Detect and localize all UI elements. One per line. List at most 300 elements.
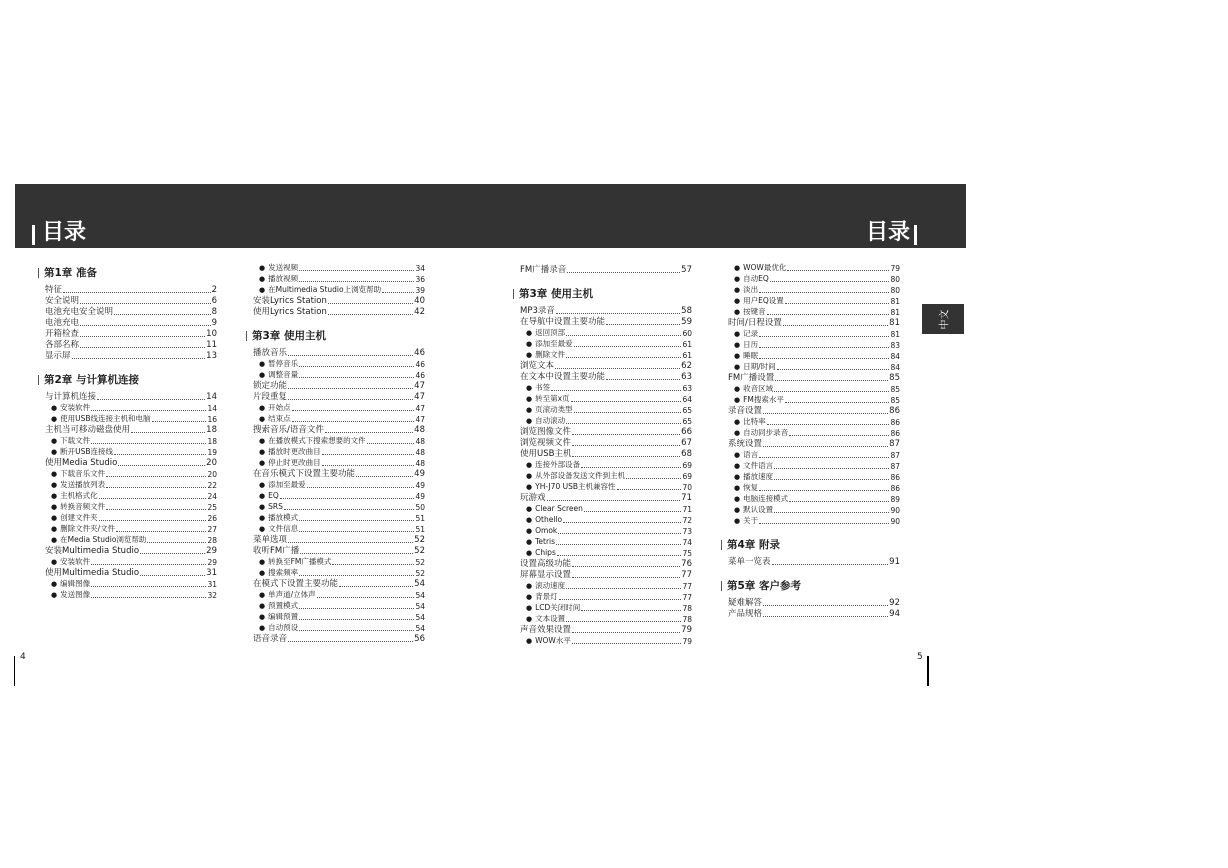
entry-label: ● 发送图像 xyxy=(51,589,90,601)
page-number: 20 xyxy=(207,470,217,479)
dot-leader xyxy=(97,399,205,400)
entry-label: ● 默认设置 xyxy=(734,504,773,516)
page-number: 87 xyxy=(889,439,900,449)
chapter-marker xyxy=(721,540,722,550)
dot-leader xyxy=(325,432,413,433)
page-number: 47 xyxy=(414,381,425,391)
dot-leader xyxy=(785,303,890,304)
dot-leader xyxy=(91,597,206,598)
entry-label: ● 编辑预置 xyxy=(259,611,298,623)
dot-leader xyxy=(759,292,889,293)
dot-leader xyxy=(572,456,680,457)
page-number: 81 xyxy=(889,318,900,328)
page-number: 48 xyxy=(414,425,425,435)
page-number: 92 xyxy=(889,598,900,608)
dot-leader xyxy=(382,292,414,293)
dot-leader xyxy=(280,498,415,499)
dot-leader xyxy=(556,544,681,545)
dot-leader xyxy=(322,465,415,466)
entry-label: 时间/日程设置 xyxy=(728,318,782,328)
dot-leader xyxy=(288,542,413,543)
page-number: 91 xyxy=(889,557,900,567)
margin-line-right xyxy=(927,656,929,686)
entry-label: 安全说明 xyxy=(45,296,80,306)
dot-leader xyxy=(774,479,889,480)
entry-label: 在导航中设置主要功能 xyxy=(520,317,606,327)
entry-label: ● 开始点 xyxy=(259,402,291,414)
page-number: 48 xyxy=(415,459,425,468)
dot-leader xyxy=(106,487,206,488)
page-number: 85 xyxy=(890,385,900,394)
page-number: 84 xyxy=(890,363,900,372)
page-number: 9 xyxy=(211,318,217,328)
entry-label: ● 转换至FM广播模式 xyxy=(259,556,331,568)
entry-label: ● 自动同步录音 xyxy=(734,427,788,439)
dot-leader xyxy=(80,325,211,326)
page-number: 52 xyxy=(414,546,425,556)
entry-label: 浏览视频文件 xyxy=(520,438,572,448)
entry-label: ● 下载文件 xyxy=(51,435,90,447)
dot-leader xyxy=(332,564,414,565)
page-number: 72 xyxy=(682,516,692,525)
dot-leader xyxy=(299,608,414,609)
page-number: 77 xyxy=(682,582,692,591)
page-number: 51 xyxy=(415,525,425,534)
toc-subentry[interactable] xyxy=(253,458,425,469)
toc-entry[interactable] xyxy=(520,306,692,317)
header-band xyxy=(15,184,966,248)
page-number: 83 xyxy=(890,341,900,350)
page-number: 90 xyxy=(890,517,900,526)
entry-label: ● 播放速度 xyxy=(734,471,773,483)
dot-leader xyxy=(91,410,206,411)
page-number: 61 xyxy=(682,351,692,360)
dot-leader xyxy=(763,413,888,414)
entry-label: ● Omok xyxy=(526,525,557,537)
entry-label: ● 恢复 xyxy=(734,482,758,494)
page-number: 89 xyxy=(890,495,900,504)
dot-leader xyxy=(328,303,413,304)
page-number: 46 xyxy=(415,360,425,369)
toc-subentry[interactable] xyxy=(728,362,900,373)
page-number: 54 xyxy=(415,613,425,622)
page-number: 63 xyxy=(681,372,692,382)
page-number: 13 xyxy=(206,351,217,361)
dot-leader xyxy=(80,303,211,304)
page-number: 63 xyxy=(682,384,692,393)
entry-label: ● 睡眠 xyxy=(734,350,758,362)
page-number: 36 xyxy=(415,275,425,284)
dot-leader xyxy=(775,380,888,381)
dot-leader xyxy=(91,443,206,444)
entry-label: ● 转换音频文件 xyxy=(51,501,105,513)
page-number: 80 xyxy=(890,286,900,295)
entry-label: ● WOW最优化 xyxy=(734,262,786,274)
chapter-heading xyxy=(721,537,900,553)
toc-subentry[interactable] xyxy=(45,414,217,425)
entry-label: 菜单选项 xyxy=(253,535,288,545)
dot-leader xyxy=(106,509,206,510)
toc-subentry[interactable] xyxy=(520,636,692,647)
dot-leader xyxy=(356,476,413,477)
dot-leader xyxy=(80,347,205,348)
toc-subentry[interactable] xyxy=(253,285,425,296)
page-number: 27 xyxy=(207,525,217,534)
dot-leader xyxy=(759,358,889,359)
entry-label: ● 暂停音乐 xyxy=(259,358,298,370)
page-number: 31 xyxy=(206,568,217,578)
entry-label: ● 添加至最爱 xyxy=(526,338,573,350)
page-number: 50 xyxy=(415,503,425,512)
entry-label: ● 自动预设 xyxy=(259,622,298,634)
dot-leader xyxy=(367,443,415,444)
toc-entry[interactable] xyxy=(253,634,425,645)
toc-subentry[interactable] xyxy=(253,480,425,491)
page-number-right: 5 xyxy=(917,652,923,662)
chapter-title: 第2章 与计算机连接 xyxy=(44,373,139,386)
dot-leader xyxy=(774,468,889,469)
toc-entry[interactable] xyxy=(728,557,900,568)
toc-entry[interactable] xyxy=(253,307,425,318)
toc-subentry[interactable] xyxy=(728,516,900,527)
dot-leader xyxy=(547,500,681,501)
toc-subentry[interactable] xyxy=(728,428,900,439)
page-number: 87 xyxy=(890,462,900,471)
dot-leader xyxy=(91,586,206,587)
entry-label: 疑难解答 xyxy=(728,598,763,608)
page-number: 78 xyxy=(682,615,692,624)
entry-label: ● 转至第x页 xyxy=(526,393,570,405)
entry-label: ● 安装软件 xyxy=(51,402,90,414)
page-number: 84 xyxy=(890,352,900,361)
dot-leader xyxy=(557,555,682,556)
chapter-heading xyxy=(38,372,217,388)
entry-label: 使用USB主机 xyxy=(520,449,572,459)
entry-label: ● 在Media Studio浏览帮助 xyxy=(51,534,146,546)
entry-label: ● 发送视频 xyxy=(259,262,298,274)
page-number: 85 xyxy=(890,396,900,405)
toc-subentry[interactable] xyxy=(253,524,425,535)
entry-label: 浏览文本 xyxy=(520,361,555,371)
toc-subentry[interactable] xyxy=(253,568,425,579)
toc-subentry[interactable] xyxy=(253,414,425,425)
dot-leader xyxy=(566,588,681,589)
entry-label: 主机当可移动磁盘使用 xyxy=(45,425,131,435)
page-number: 54 xyxy=(414,579,425,589)
entry-label: 声音效果设置 xyxy=(520,625,572,635)
toc-entry[interactable] xyxy=(728,609,900,620)
toc-subentry[interactable] xyxy=(45,447,217,458)
entry-label: ● 删除文件 xyxy=(526,349,565,361)
entry-label: ● 文件信息 xyxy=(259,523,298,535)
toc-entry[interactable] xyxy=(520,361,692,372)
dot-leader xyxy=(572,566,680,567)
dot-leader xyxy=(339,586,413,587)
entry-label: ● 收音区域 xyxy=(734,383,773,395)
dot-leader xyxy=(789,501,889,502)
entry-label: ● 自动滚动 xyxy=(526,415,565,427)
entry-label: 设置高级功能 xyxy=(520,559,572,569)
entry-label: 开箱检查 xyxy=(45,329,80,339)
page-number: 49 xyxy=(415,492,425,501)
page-number: 65 xyxy=(682,417,692,426)
dot-leader xyxy=(763,446,888,447)
dot-leader xyxy=(574,346,682,347)
entry-label: ● 文件语言 xyxy=(734,460,773,472)
entry-label: ● WOW水平 xyxy=(526,635,571,647)
dot-leader xyxy=(559,599,682,600)
dot-leader xyxy=(572,577,680,578)
page-number: 47 xyxy=(415,415,425,424)
page-number: 52 xyxy=(415,558,425,567)
toc-entry[interactable] xyxy=(45,307,217,318)
page-number: 26 xyxy=(207,514,217,523)
dot-leader xyxy=(72,358,206,359)
dot-leader xyxy=(581,610,681,611)
entry-label: ● 日历 xyxy=(734,339,758,351)
page-number: 78 xyxy=(682,604,692,613)
entry-label: ● 书签 xyxy=(526,382,550,394)
toc-subentry[interactable] xyxy=(728,395,900,406)
page-number: 74 xyxy=(682,538,692,547)
entry-label: 播放音乐 xyxy=(253,348,288,358)
entry-label: MP3录音 xyxy=(520,306,555,316)
page-number: 25 xyxy=(207,503,217,512)
chapter-marker xyxy=(721,581,722,591)
toc-entry[interactable] xyxy=(45,340,217,351)
entry-label: ● Othello xyxy=(526,514,562,526)
toc-subentry[interactable] xyxy=(728,307,900,318)
dot-leader xyxy=(566,423,681,424)
page-number: 2 xyxy=(211,285,217,295)
dot-leader xyxy=(116,531,206,532)
entry-label: 片段重复 xyxy=(253,392,288,402)
toc-subentry[interactable] xyxy=(45,557,217,568)
page-number: 71 xyxy=(681,493,692,503)
entry-label: ● SRS xyxy=(259,501,283,513)
page-number: 14 xyxy=(206,392,217,402)
entry-label: ● 下载音乐文件 xyxy=(51,468,105,480)
page-number: 52 xyxy=(414,535,425,545)
dot-leader xyxy=(759,523,889,524)
dot-leader xyxy=(767,314,890,315)
entry-label: 使用Media Studio xyxy=(45,458,118,468)
page-number: 86 xyxy=(890,429,900,438)
page-number: 86 xyxy=(890,484,900,493)
page-number: 76 xyxy=(681,559,692,569)
toc-entry[interactable] xyxy=(45,329,217,340)
margin-line-left xyxy=(14,656,15,686)
entry-label: 锁定功能 xyxy=(253,381,288,391)
dot-leader xyxy=(770,281,890,282)
dot-leader xyxy=(572,643,682,644)
toc-entry[interactable] xyxy=(520,265,692,276)
page-number: 28 xyxy=(207,536,217,545)
page-number: 73 xyxy=(682,527,692,536)
chapter-heading xyxy=(513,286,692,302)
dot-leader xyxy=(284,509,415,510)
page-number: 62 xyxy=(681,361,692,371)
toc-subentry[interactable] xyxy=(520,548,692,559)
page-number: 31 xyxy=(207,580,217,589)
page-number: 81 xyxy=(890,330,900,339)
entry-label: ● 停止时更改曲目 xyxy=(259,457,321,469)
dot-leader xyxy=(563,522,681,523)
toc-subentry[interactable] xyxy=(45,590,217,601)
toc-entry[interactable] xyxy=(45,351,217,362)
entry-label: 特征 xyxy=(45,285,63,295)
dot-leader xyxy=(567,272,680,273)
dot-leader xyxy=(114,314,211,315)
toc-entry[interactable] xyxy=(253,296,425,307)
page-number: 47 xyxy=(414,392,425,402)
entry-label: ● 创建文件夹 xyxy=(51,512,98,524)
page-number: 77 xyxy=(681,570,692,580)
page-number: 69 xyxy=(682,472,692,481)
page-number: 56 xyxy=(414,634,425,644)
entry-label: ● YH-J70 USB主机兼容性 xyxy=(526,481,616,493)
toc-subentry[interactable] xyxy=(520,482,692,493)
toc-entry[interactable] xyxy=(520,438,692,449)
dot-leader xyxy=(299,630,414,631)
chapter-title: 第1章 准备 xyxy=(44,266,97,279)
dot-leader xyxy=(292,410,415,411)
dot-leader xyxy=(566,621,681,622)
page-number: 6 xyxy=(211,296,217,306)
entry-label: 玩游戏 xyxy=(520,493,546,503)
chapter-title: 第5章 客户参考 xyxy=(727,579,801,592)
entry-label: 显示屏 xyxy=(45,351,71,361)
dot-leader xyxy=(106,476,206,477)
page-number: 8 xyxy=(211,307,217,317)
page-number: 16 xyxy=(207,415,217,424)
dot-leader xyxy=(292,421,415,422)
entry-label: ● 断开USB连接线 xyxy=(51,446,113,458)
entry-label: ● 预置模式 xyxy=(259,600,298,612)
page-number: 42 xyxy=(414,307,425,317)
toc-column-2 xyxy=(253,263,425,645)
toc-subentry[interactable] xyxy=(520,350,692,361)
dot-leader xyxy=(759,347,889,348)
page-number: 54 xyxy=(415,602,425,611)
page-number: 75 xyxy=(682,549,692,558)
entry-label: ● 语言 xyxy=(734,449,758,461)
entry-label: ● Chips xyxy=(526,547,556,559)
header-bar-left xyxy=(32,225,35,245)
entry-label: ● 编辑图像 xyxy=(51,578,90,590)
dot-leader xyxy=(606,324,680,325)
toc-entry[interactable] xyxy=(520,559,692,570)
toc-entry[interactable] xyxy=(253,535,425,546)
toc-subentry[interactable] xyxy=(253,370,425,381)
chapter-marker xyxy=(246,331,247,341)
entry-label: ● 结束点 xyxy=(259,413,291,425)
dot-leader xyxy=(299,377,414,378)
dot-leader xyxy=(767,424,890,425)
page-number: 47 xyxy=(415,404,425,413)
page-number: 57 xyxy=(681,265,692,275)
entry-label: ● 发送播放列表 xyxy=(51,479,105,491)
dot-leader xyxy=(118,465,205,466)
entry-label: ● 添加至最爱 xyxy=(259,479,306,491)
dot-leader xyxy=(147,542,206,543)
page-number: 11 xyxy=(206,340,217,350)
page-number: 48 xyxy=(415,448,425,457)
dot-leader xyxy=(572,434,680,435)
page-number: 66 xyxy=(681,427,692,437)
entry-label: ● 使用USB线连接主机和电脑 xyxy=(51,413,151,425)
dot-leader xyxy=(299,270,414,271)
entry-label: FM广播设置 xyxy=(728,373,775,383)
entry-label: ● 调整音量 xyxy=(259,369,298,381)
entry-label: ● 主机格式化 xyxy=(51,490,98,502)
language-tab: 中文 xyxy=(922,304,964,334)
entry-label: ● 单声道/立体声 xyxy=(259,589,316,601)
toc-entry[interactable] xyxy=(728,598,900,609)
dot-leader xyxy=(581,467,681,468)
page-number: 61 xyxy=(682,340,692,349)
entry-label: ● 关于 xyxy=(734,515,758,527)
page-number: 18 xyxy=(207,437,217,446)
dot-leader xyxy=(606,379,680,380)
dot-leader xyxy=(99,498,207,499)
page-number: 39 xyxy=(415,286,425,295)
page-number: 94 xyxy=(889,609,900,619)
page-number: 32 xyxy=(207,591,217,600)
entry-label: 收听FM广播 xyxy=(253,546,300,556)
toc-subentry[interactable] xyxy=(520,614,692,625)
page-number: 69 xyxy=(682,461,692,470)
dot-leader xyxy=(131,432,205,433)
page-number: 51 xyxy=(415,514,425,523)
entry-label: ● 用户EQ设置 xyxy=(734,295,784,307)
toc-subentry[interactable] xyxy=(520,416,692,427)
dot-leader xyxy=(617,489,682,490)
entry-label: ● 文本设置 xyxy=(526,613,565,625)
dot-leader xyxy=(288,355,413,356)
toc-entry[interactable] xyxy=(45,285,217,296)
dot-leader xyxy=(299,531,414,532)
entry-label: FM广播录音 xyxy=(520,265,567,275)
page-number: 29 xyxy=(207,558,217,567)
entry-label: ● 淡出 xyxy=(734,284,758,296)
page-number: 67 xyxy=(681,438,692,448)
entry-label: 安装Multimedia Studio xyxy=(45,546,140,556)
toc-subentry[interactable] xyxy=(45,535,217,546)
entry-label: ● 日期/时间 xyxy=(734,361,776,373)
dot-leader xyxy=(566,335,681,336)
toc-entry[interactable] xyxy=(45,318,217,329)
toc-subentry[interactable] xyxy=(253,623,425,634)
entry-label: 录音设置 xyxy=(728,406,763,416)
page-number: 20 xyxy=(206,458,217,468)
toc-entry[interactable] xyxy=(253,381,425,392)
toc-entry[interactable] xyxy=(520,427,692,438)
entry-label: 电池充电 xyxy=(45,318,80,328)
entry-label: ● 页滚动类型 xyxy=(526,404,573,416)
dot-leader xyxy=(572,445,680,446)
toc-entry[interactable] xyxy=(45,296,217,307)
page-number: 81 xyxy=(890,308,900,317)
page-number: 86 xyxy=(890,473,900,482)
page-title-left: 目录 xyxy=(42,220,87,245)
entry-label: ● 从外部设备发送文件到主机 xyxy=(526,470,625,482)
entry-label: 在文本中设置主要功能 xyxy=(520,372,606,382)
page-number: 90 xyxy=(890,506,900,515)
entry-label: ● 滚动速度 xyxy=(526,580,565,592)
dot-leader xyxy=(584,511,682,512)
page-number: 49 xyxy=(414,469,425,479)
